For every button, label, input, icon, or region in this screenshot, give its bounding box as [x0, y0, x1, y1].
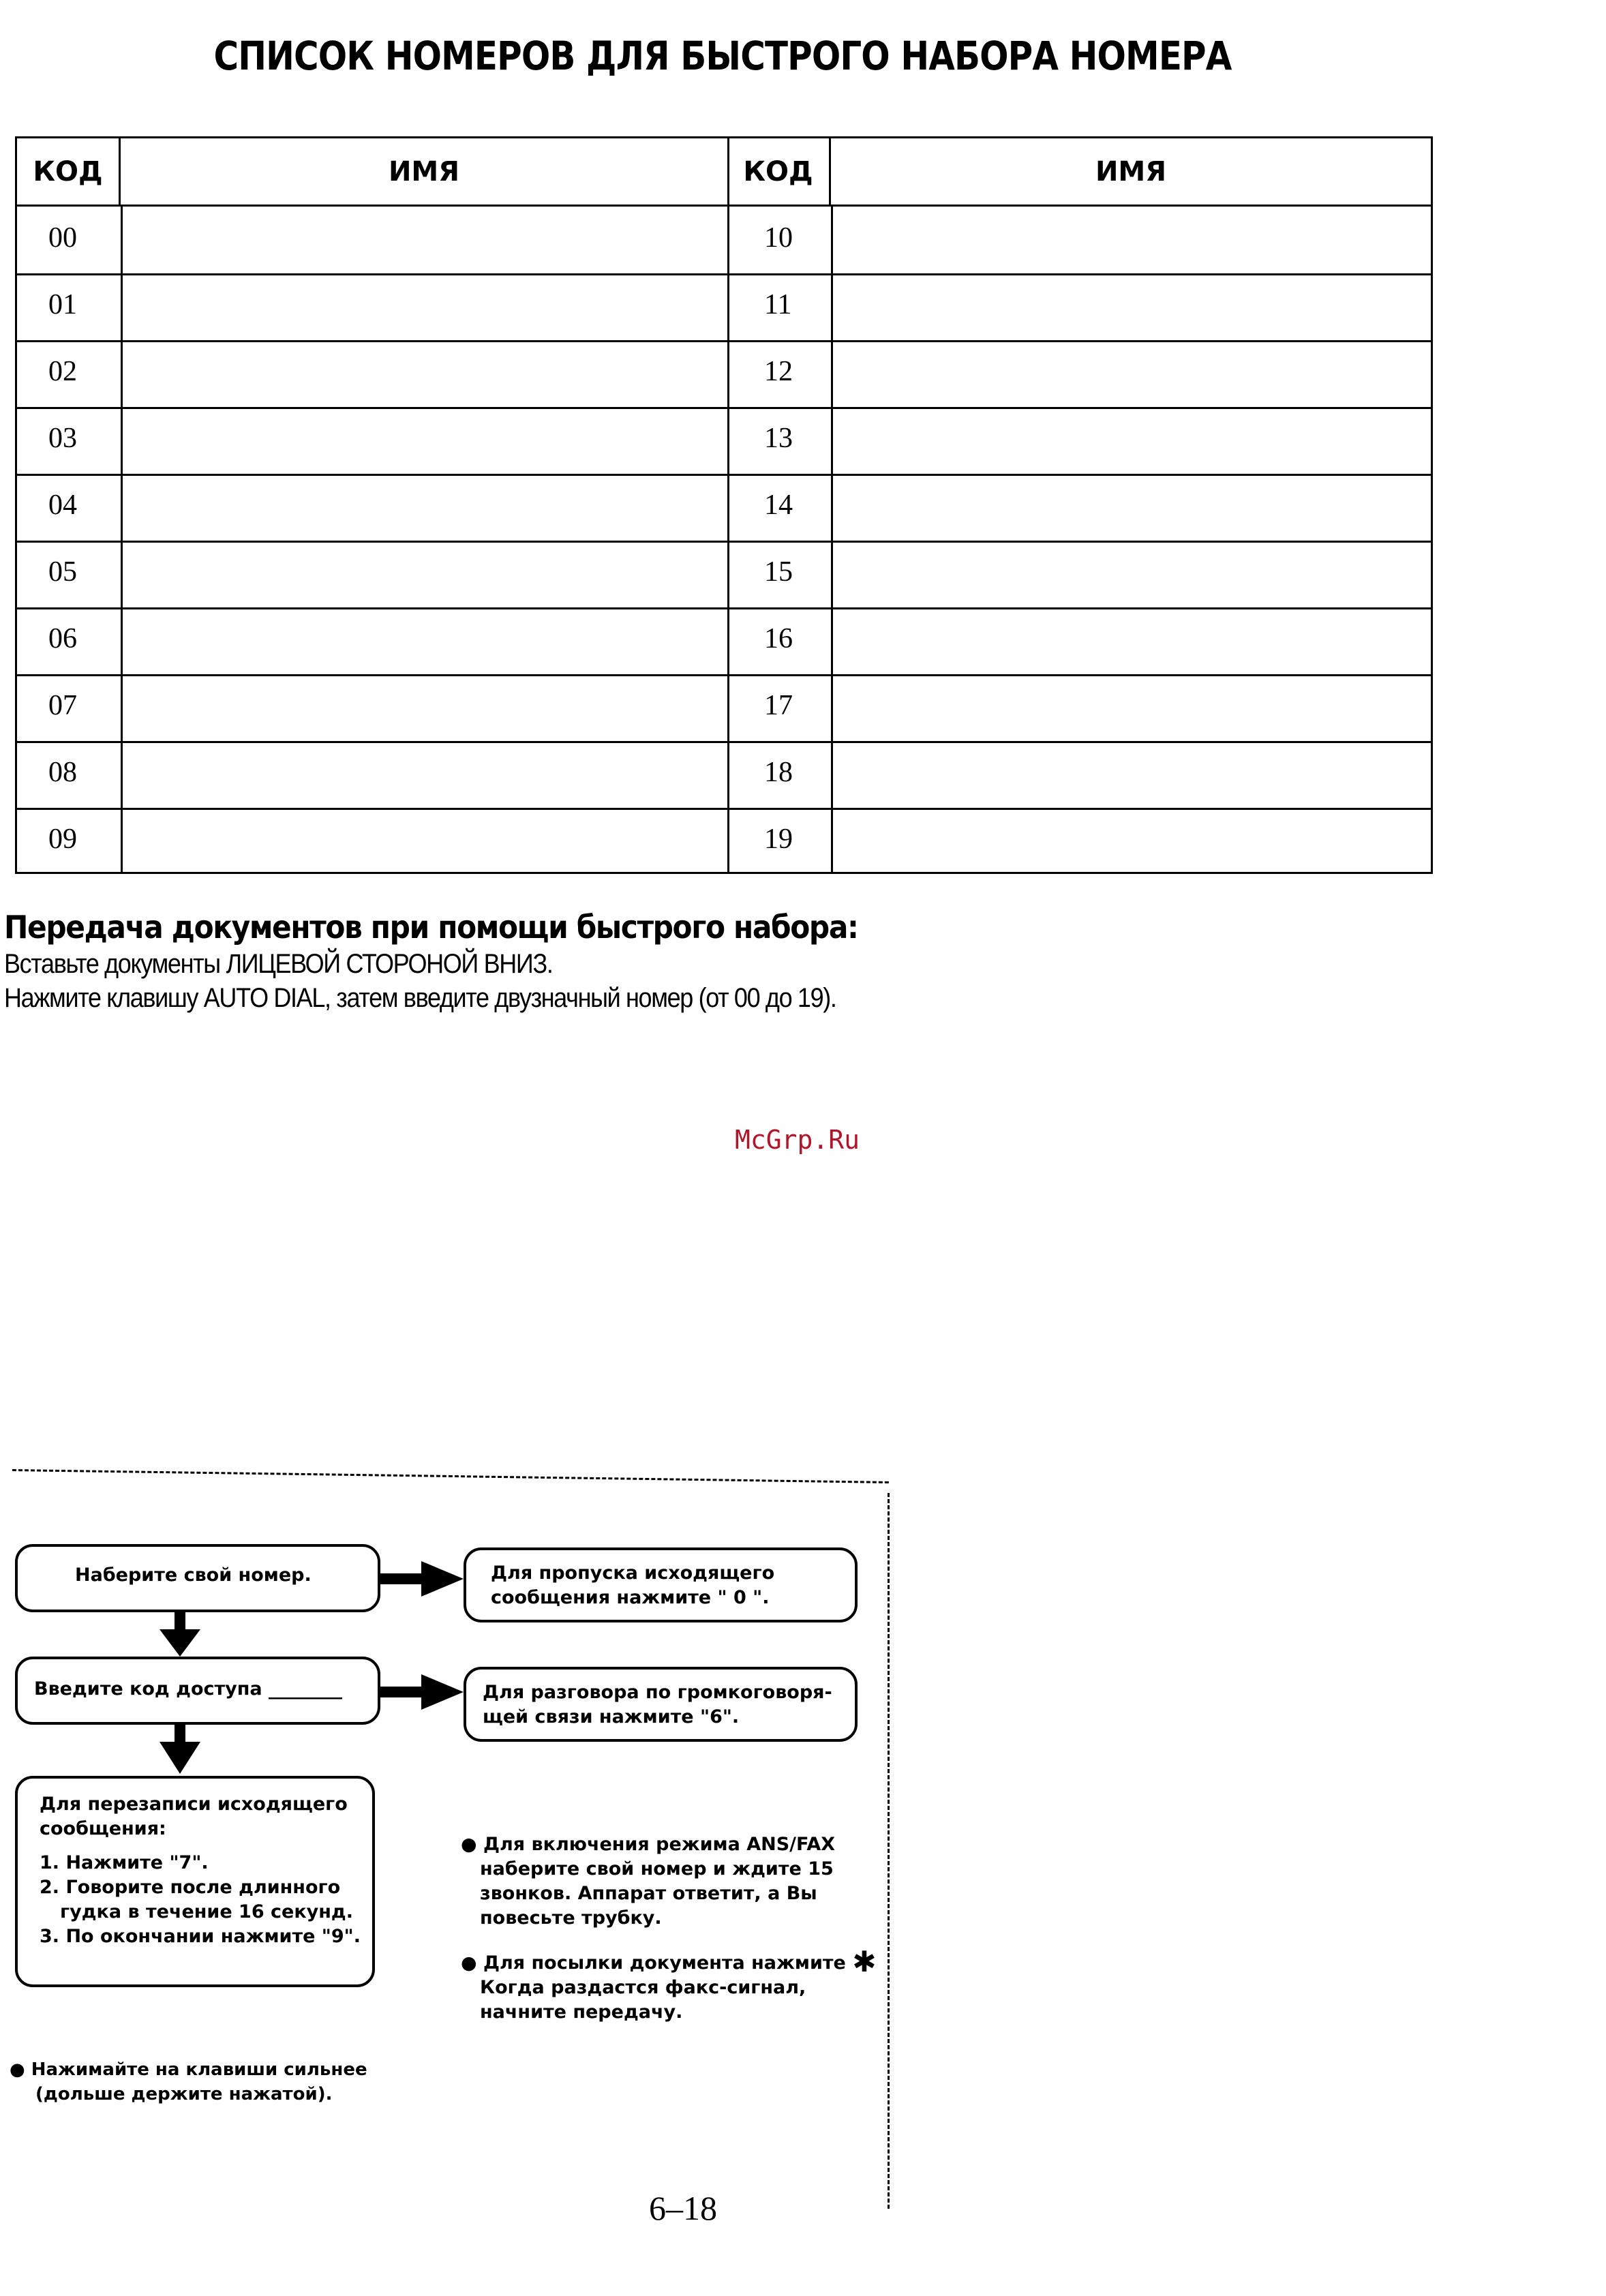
- bullet-icon: ●: [461, 1834, 477, 1855]
- star-key-icon: ✱: [852, 1945, 877, 1978]
- watermark: McGrp.Ru: [735, 1125, 860, 1155]
- speed-dial-code: 14: [764, 489, 793, 521]
- speed-dial-code: 04: [48, 489, 77, 521]
- bullet-icon: ●: [10, 2059, 25, 2080]
- speed-dial-code: 12: [764, 356, 793, 387]
- speed-dial-code: 17: [764, 690, 793, 721]
- instruction-line: Нажмите клавишу AUTO DIAL, затем введите двузначный номер (от 00 до 19).: [4, 983, 836, 1013]
- flow-step-title: сообщения:: [40, 1818, 166, 1839]
- speed-dial-code: 11: [764, 289, 792, 320]
- flow-side-text: щей связи нажмите "6".: [483, 1706, 740, 1727]
- flow-step-text: Введите код доступа ________: [34, 1678, 343, 1700]
- flow-step-item: 3. По окончании нажмите "9".: [40, 1926, 361, 1947]
- speed-dial-code: 00: [48, 222, 77, 254]
- flow-step-text: Наберите свой номер.: [75, 1565, 312, 1586]
- speed-dial-code: 15: [764, 556, 793, 588]
- note-press-harder: ● Нажимайте на клавиши сильнее (дольше держите нажатой).: [10, 2059, 367, 2104]
- code-column-header: КОД: [727, 138, 831, 207]
- speed-dial-code: 09: [48, 824, 77, 855]
- speed-dial-code: 05: [48, 556, 77, 588]
- arrow-right-icon: [421, 1674, 464, 1710]
- speed-dial-code: 06: [48, 623, 77, 654]
- flow-side-text: Для разговора по громкоговоря-: [483, 1682, 832, 1703]
- speed-dial-code: 10: [764, 222, 793, 254]
- speed-dial-code: 01: [48, 289, 77, 320]
- speed-dial-code: 13: [764, 423, 793, 454]
- auto-dial-heading: Передача документов при помощи быстрого набора:: [4, 909, 858, 946]
- arrow-right-icon: [380, 1687, 428, 1697]
- speed-dial-code: 03: [48, 423, 77, 454]
- flow-side-text: сообщения нажмите " 0 ".: [491, 1587, 770, 1608]
- flow-step-title: Для перезаписи исходящего: [40, 1794, 348, 1815]
- flow-step-item: гудка в течение 16 секунд.: [60, 1901, 353, 1922]
- flow-side-text: Для пропуска исходящего: [491, 1562, 775, 1584]
- page-number: 6–18: [649, 2189, 717, 2227]
- speed-dial-code: 19: [764, 824, 793, 855]
- arrow-right-icon: [421, 1561, 464, 1597]
- speed-dial-code: 02: [48, 356, 77, 387]
- speed-dial-code: 07: [48, 690, 77, 721]
- note-send-document: ● Для посылки документа нажмите ✱ Когда раздастся факс-сигнал, начните передачу.: [461, 1945, 877, 2023]
- flow-step-item: 2. Говорите после длинного: [40, 1877, 341, 1898]
- speed-dial-code: 16: [764, 623, 793, 654]
- code-column-header: КОД: [17, 138, 121, 207]
- flow-step-item: 1. Нажмите "7".: [40, 1852, 209, 1873]
- arrow-right-icon: [380, 1573, 428, 1584]
- arrow-down-icon: [160, 1629, 200, 1657]
- bullet-icon: ●: [461, 1952, 477, 1974]
- name-column-header: ИМЯ: [831, 138, 1431, 207]
- page-title: СПИСОК НОМЕРОВ ДЛЯ БЫСТРОГО НАБОРА НОМЕРА: [213, 33, 1232, 79]
- arrow-down-icon: [160, 1742, 200, 1774]
- instruction-line: Вставьте документы ЛИЦЕВОЙ СТОРОНОЙ ВНИЗ.: [4, 949, 553, 979]
- note-ans-fax: ● Для включения режима ANS/FAX наберите свой номер и ждите 15 звонков. Аппарат ответит, а Вы повесьте трубку.: [461, 1834, 836, 1929]
- name-column-header: ИМЯ: [121, 138, 727, 207]
- speed-dial-code: 08: [48, 757, 77, 788]
- speed-dial-code: 18: [764, 757, 793, 788]
